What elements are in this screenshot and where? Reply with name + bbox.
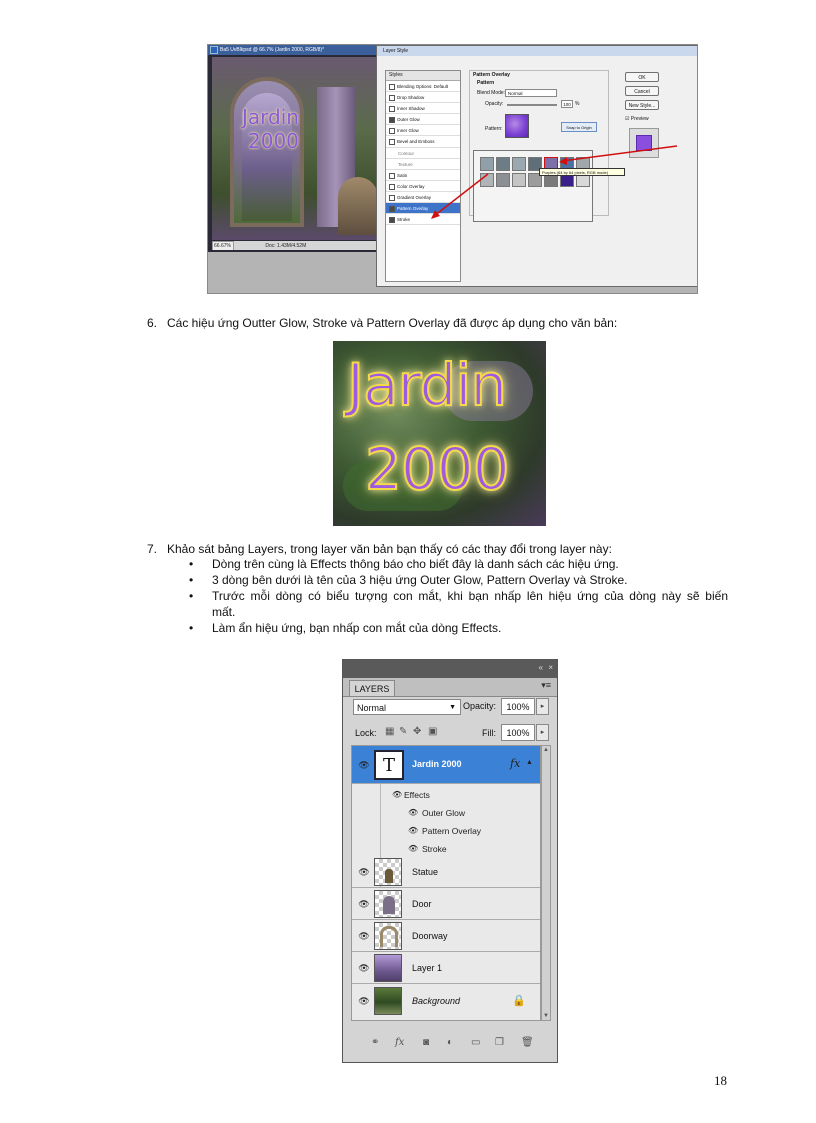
canvas-text-line1: Jardin xyxy=(242,105,299,129)
bullet-marker: • xyxy=(189,557,194,571)
new-layer-icon[interactable]: ❐ xyxy=(495,1037,504,1048)
eye-icon[interactable]: 👁 xyxy=(358,760,370,770)
effect-item[interactable]: Pattern Overlay xyxy=(422,826,482,836)
statue-thumb-shape xyxy=(385,869,393,883)
layer-row[interactable] xyxy=(352,888,540,920)
layer-row[interactable] xyxy=(352,856,540,888)
page-number: 18 xyxy=(714,1073,727,1088)
doorway-thumb-shape xyxy=(380,926,398,947)
scroll-down-icon[interactable]: ▼ xyxy=(543,1013,549,1019)
blend-mode-select[interactable]: Normal xyxy=(505,89,557,97)
step7-number: 7. xyxy=(147,542,158,556)
style-item-label: Inner Shadow xyxy=(397,106,425,112)
fx-icon[interactable]: fx xyxy=(395,1037,405,1048)
layers-list xyxy=(351,745,541,1021)
layer-style-screenshot xyxy=(207,44,698,294)
preview-checkbox[interactable]: ☑ Preview xyxy=(625,116,649,122)
snap-to-origin-button[interactable]: Snap to Origin xyxy=(561,122,597,132)
layer-name[interactable]: Statue xyxy=(412,867,439,877)
bullet-item: Làm ẩn hiệu ứng, bạn nhấp con mắt của dòng Effects. xyxy=(212,621,502,635)
opacity-stepper[interactable]: ▸ xyxy=(536,698,549,715)
tab-layers[interactable]: LAYERS xyxy=(349,680,395,696)
bullet-item: Dòng trên cùng là Effects thông báo cho biết đây là danh sách các hiệu ứng. xyxy=(212,557,619,571)
panel-menu-icon[interactable]: ▾≡ xyxy=(541,680,551,690)
eye-icon[interactable]: 👁 xyxy=(358,996,370,1006)
blend-mode-value: Normal xyxy=(357,703,387,713)
eye-icon[interactable]: 👁 xyxy=(358,963,370,973)
lock-label: Lock: xyxy=(355,728,377,738)
opacity-input[interactable]: 100% xyxy=(501,698,535,715)
layer-row-text[interactable] xyxy=(352,746,540,784)
photoshop-icon xyxy=(210,46,218,54)
step6-text: Các hiệu ứng Outter Glow, Stroke và Pattern Overlay đã được áp dụng cho văn bản: xyxy=(167,316,618,330)
new-style-button[interactable]: New Style... xyxy=(625,100,659,110)
effect-item[interactable]: Outer Glow xyxy=(422,808,465,818)
opacity-label: Opacity: xyxy=(485,101,504,107)
style-item-label: Outer Glow xyxy=(397,117,420,123)
style-item-label: Blending Options: Default xyxy=(397,84,449,89)
group-icon[interactable]: ▭ xyxy=(471,1037,481,1048)
lock-image-icon[interactable]: ✎ xyxy=(399,726,408,737)
layer-name[interactable]: Background xyxy=(412,996,461,1006)
layer-name[interactable]: Layer 1 xyxy=(412,963,443,973)
effect-item[interactable]: Stroke xyxy=(422,844,447,854)
opacity-input[interactable]: 100 xyxy=(561,100,573,108)
lock-icon: 🔒 xyxy=(512,995,526,1007)
layer-thumbnail-statue xyxy=(374,858,402,886)
effects-label[interactable]: Effects xyxy=(404,790,430,800)
layer-name[interactable]: Door xyxy=(412,899,432,909)
cancel-button[interactable]: Cancel xyxy=(625,86,659,96)
dropdown-arrow-icon: ▼ xyxy=(449,704,456,711)
layer-thumbnail-layer1 xyxy=(374,954,402,982)
arrow-to-pattern xyxy=(562,146,677,161)
panel-header xyxy=(343,660,557,678)
eye-icon[interactable]: 👁 xyxy=(408,808,419,817)
style-item-label: Contour xyxy=(398,150,415,156)
document-window xyxy=(208,45,383,252)
bullet-item: Trước mỗi dòng có biểu tượng con mắt, khi bạn nhấp lên hiệu ứng của dòng này sẽ biến xyxy=(212,589,728,603)
adjustment-icon[interactable]: ◐ xyxy=(447,1037,454,1048)
document-canvas xyxy=(212,57,379,240)
close-icon[interactable]: × xyxy=(548,663,553,672)
link-icon[interactable]: ⚭ xyxy=(371,1037,380,1048)
canvas-text-line2: 2000 xyxy=(248,129,299,153)
step6-number: 6. xyxy=(147,316,158,330)
text-layer-thumbnail: T xyxy=(374,750,404,780)
doc-size: Doc: 1.43M/4.52M xyxy=(265,243,307,249)
door-thumb-shape xyxy=(383,896,395,914)
layers-scrollbar[interactable] xyxy=(541,745,551,1021)
fill-label: Fill: xyxy=(482,728,496,738)
layer-thumbnail-doorway xyxy=(374,922,402,950)
lock-transparency-icon[interactable]: ▦ xyxy=(385,726,395,737)
result-text-line2: 2000 xyxy=(365,435,509,503)
layer-name[interactable]: Doorway xyxy=(412,931,448,941)
statue-image xyxy=(338,177,378,235)
layer-name[interactable]: Jardin 2000 xyxy=(412,759,462,769)
lock-position-icon[interactable]: ✥ xyxy=(413,726,422,737)
preview-label: Preview xyxy=(630,116,649,122)
layer-style-dialog xyxy=(376,45,698,287)
ok-button[interactable]: OK xyxy=(625,72,659,82)
fill-input[interactable]: 100% xyxy=(501,724,535,741)
lock-all-icon[interactable]: ▣ xyxy=(428,726,438,737)
layers-panel xyxy=(342,659,558,1063)
eye-icon[interactable]: 👁 xyxy=(358,931,370,941)
pattern-label: Pattern: xyxy=(485,126,503,132)
layer-row[interactable] xyxy=(352,952,540,984)
trash-icon[interactable]: 🗑 xyxy=(521,1037,534,1048)
dialog-title: Layer Style xyxy=(377,46,698,56)
layer-thumbnail-background xyxy=(374,987,402,1015)
annotation-arrows xyxy=(377,46,698,288)
effects-eye-icon[interactable]: 👁 xyxy=(392,790,403,799)
layer-row[interactable] xyxy=(352,920,540,952)
style-item-label: Color Overlay xyxy=(397,183,425,189)
arrow-to-pattern-overlay xyxy=(434,174,488,216)
document-status-bar xyxy=(212,241,379,250)
arrowhead-pattern xyxy=(559,157,567,165)
percent-label: % xyxy=(575,101,580,107)
eye-icon[interactable]: 👁 xyxy=(358,867,370,877)
pattern-tooltip: Purples (64 by 64 pixels, RGB mode) xyxy=(539,168,625,176)
collapse-icon[interactable]: « xyxy=(538,663,543,672)
bullet-item: 3 dòng bên dưới là tên của 3 hiệu ứng Outer Glow, Pattern Overlay và Stroke. xyxy=(212,573,628,587)
styles-header[interactable]: Styles xyxy=(386,71,460,81)
pattern-group-label: Pattern xyxy=(477,80,495,86)
arrowhead-pattern-overlay xyxy=(431,210,440,219)
bullet-marker: • xyxy=(189,573,194,587)
fill-stepper[interactable]: ▸ xyxy=(536,724,549,741)
bullet-marker: • xyxy=(189,621,194,635)
document-title: Ba5 UvBlkpsd @ 66.7% (Jardin 2000, RGB/8)* xyxy=(220,47,325,53)
jardin-result-image xyxy=(333,341,546,526)
mask-icon[interactable]: ◙ xyxy=(423,1037,430,1048)
fx-icon[interactable]: fx xyxy=(510,757,521,770)
style-item-label: Satin xyxy=(397,172,408,178)
bullet-marker: • xyxy=(189,589,194,603)
section-title: Pattern Overlay xyxy=(473,72,510,78)
style-item-label: Bevel and Emboss xyxy=(397,139,435,145)
step7-text: Khảo sát bảng Layers, trong layer văn bản bạn thấy có các thay đổi trong layer này: xyxy=(167,542,612,556)
scroll-up-icon[interactable]: ▲ xyxy=(543,747,549,753)
style-item-label: Pattern Overlay xyxy=(397,206,429,212)
style-item-label: Texture xyxy=(398,161,413,167)
blend-mode-select[interactable] xyxy=(353,699,461,715)
opacity-label: Opacity: xyxy=(463,701,497,711)
document-title-bar xyxy=(208,45,383,55)
blend-mode-label: Blend Mode: xyxy=(477,90,506,96)
eye-icon[interactable]: 👁 xyxy=(408,826,419,835)
expand-effects-icon[interactable]: ▲ xyxy=(526,759,533,766)
style-item-label: Drop Shadow xyxy=(397,95,425,101)
layer-row[interactable] xyxy=(352,984,540,1018)
layer-thumbnail-door xyxy=(374,890,402,918)
bullet-item-continuation: mất. xyxy=(212,605,236,619)
eye-icon[interactable]: 👁 xyxy=(408,844,419,853)
style-item-label: Gradient Overlay xyxy=(397,194,432,200)
zoom-field[interactable]: 66.67% xyxy=(212,241,234,250)
style-item-label: Stroke xyxy=(397,217,411,223)
eye-icon[interactable]: 👁 xyxy=(358,899,370,909)
style-item-label: Inner Glow xyxy=(397,128,419,134)
result-text-line1: Jardin xyxy=(347,351,507,419)
